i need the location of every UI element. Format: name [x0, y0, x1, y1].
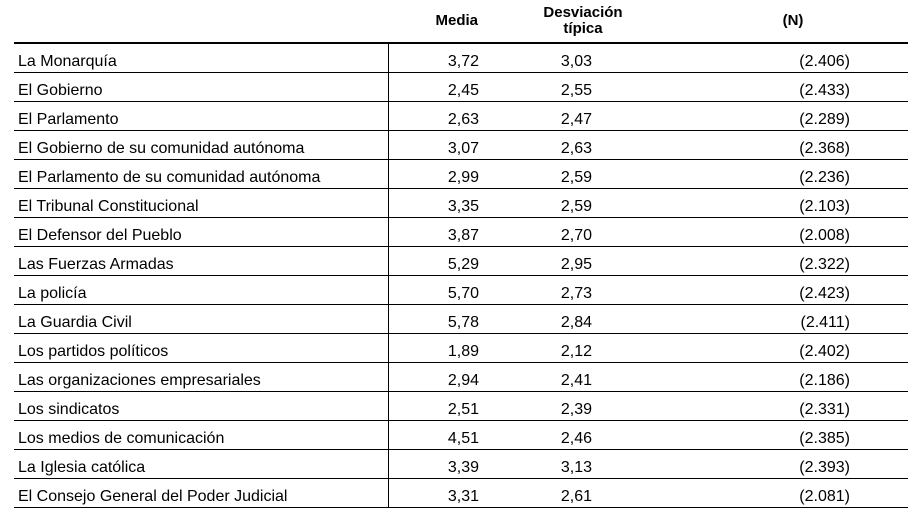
- institution-name: El Parlamento: [14, 102, 388, 131]
- table-row: [14, 160, 908, 189]
- std-dev-value: 2,73: [488, 276, 678, 305]
- institution-name: El Tribunal Constitucional: [14, 189, 388, 218]
- std-dev-value: 2,59: [488, 160, 678, 189]
- header-row: [14, 0, 908, 43]
- table-row: [14, 247, 908, 276]
- mean-value: 2,51: [388, 392, 488, 421]
- mean-value: 3,72: [388, 43, 488, 73]
- institution-name: La Guardia Civil: [14, 305, 388, 334]
- table-header: [14, 0, 908, 43]
- sample-size-value: (2.331): [678, 392, 908, 421]
- institution-name: Las Fuerzas Armadas: [14, 247, 388, 276]
- std-dev-value: 2,41: [488, 363, 678, 392]
- sample-size-value: (2.385): [678, 421, 908, 450]
- std-dev-value: 3,13: [488, 450, 678, 479]
- mean-value: 3,07: [388, 131, 488, 160]
- mean-value: 4,51: [388, 421, 488, 450]
- institution-name: Los medios de comunicación: [14, 421, 388, 450]
- header-label: [14, 0, 388, 43]
- institution-name: El Gobierno: [14, 73, 388, 102]
- mean-value: 3,39: [388, 450, 488, 479]
- table-row: [14, 276, 908, 305]
- institution-name: La Monarquía: [14, 43, 388, 73]
- mean-value: 2,63: [388, 102, 488, 131]
- header-std-dev-line1: Desviación: [543, 4, 623, 21]
- sample-size-value: (2.081): [678, 479, 908, 508]
- institution-name: El Parlamento de su comunidad autónoma: [14, 160, 388, 189]
- header-mean: Media: [388, 0, 488, 43]
- table-row: [14, 363, 908, 392]
- table-row: [14, 102, 908, 131]
- table-row: [14, 421, 908, 450]
- table-row: [14, 305, 908, 334]
- table-row: [14, 450, 908, 479]
- institution-name: El Defensor del Pueblo: [14, 218, 388, 247]
- institution-name: El Gobierno de su comunidad autónoma: [14, 131, 388, 160]
- header-std-dev-line2: típica: [563, 20, 603, 37]
- sample-size-value: (2.008): [678, 218, 908, 247]
- table-row: [14, 334, 908, 363]
- std-dev-value: 2,59: [488, 189, 678, 218]
- std-dev-value: 2,95: [488, 247, 678, 276]
- std-dev-value: 2,84: [488, 305, 678, 334]
- mean-value: 2,94: [388, 363, 488, 392]
- table-row: [14, 479, 908, 508]
- std-dev-value: 2,70: [488, 218, 678, 247]
- mean-value: 2,99: [388, 160, 488, 189]
- std-dev-value: 2,39: [488, 392, 678, 421]
- std-dev-value: 2,55: [488, 73, 678, 102]
- sample-size-value: (2.368): [678, 131, 908, 160]
- table-row: [14, 392, 908, 421]
- sample-size-value: (2.406): [678, 43, 908, 73]
- std-dev-value: 2,63: [488, 131, 678, 160]
- header-std-dev: [488, 0, 678, 43]
- mean-value: 5,78: [388, 305, 488, 334]
- sample-size-value: (2.103): [678, 189, 908, 218]
- institution-name: La policía: [14, 276, 388, 305]
- std-dev-value: 2,46: [488, 421, 678, 450]
- institution-name: Los sindicatos: [14, 392, 388, 421]
- table-row: [14, 73, 908, 102]
- table-body: [14, 43, 908, 508]
- sample-size-value: (2.423): [678, 276, 908, 305]
- mean-value: 3,87: [388, 218, 488, 247]
- sample-size-value: (2.393): [678, 450, 908, 479]
- mean-value: 5,70: [388, 276, 488, 305]
- sample-size-value: (2.236): [678, 160, 908, 189]
- header-n: (N): [678, 0, 908, 43]
- mean-value: 1,89: [388, 334, 488, 363]
- sample-size-value: (2.433): [678, 73, 908, 102]
- sample-size-value: (2.402): [678, 334, 908, 363]
- institution-name: El Consejo General del Poder Judicial: [14, 479, 388, 508]
- table-row: [14, 218, 908, 247]
- table-row: [14, 43, 908, 73]
- institution-name: Las organizaciones empresariales: [14, 363, 388, 392]
- mean-value: 5,29: [388, 247, 488, 276]
- sample-size-value: (2.322): [678, 247, 908, 276]
- std-dev-value: 2,47: [488, 102, 678, 131]
- std-dev-value: 3,03: [488, 43, 678, 73]
- sample-size-value: (2.186): [678, 363, 908, 392]
- table-row: [14, 131, 908, 160]
- std-dev-value: 2,12: [488, 334, 678, 363]
- mean-value: 3,35: [388, 189, 488, 218]
- institution-name: La Iglesia católica: [14, 450, 388, 479]
- institution-trust-table: [14, 0, 908, 508]
- mean-value: 3,31: [388, 479, 488, 508]
- institution-name: Los partidos políticos: [14, 334, 388, 363]
- table-row: [14, 189, 908, 218]
- std-dev-value: 2,61: [488, 479, 678, 508]
- sample-size-value: (2.289): [678, 102, 908, 131]
- mean-value: 2,45: [388, 73, 488, 102]
- sample-size-value: (2.411): [678, 305, 908, 334]
